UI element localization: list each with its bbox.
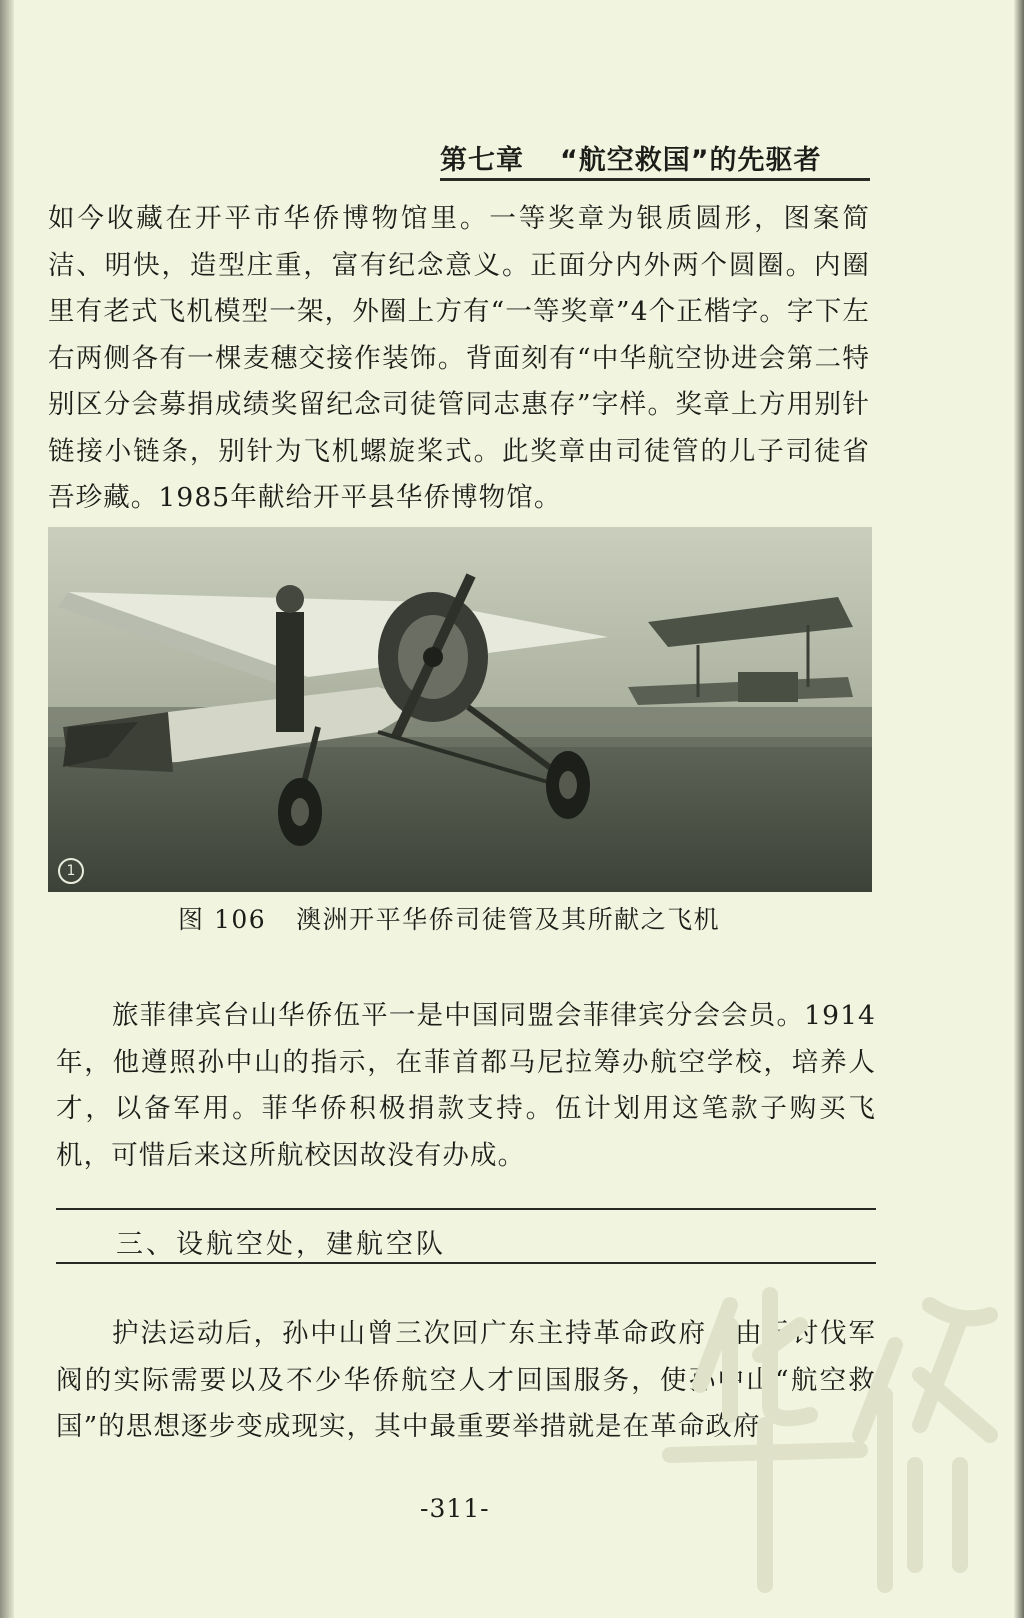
huaqiao-watermark-icon [660, 1265, 1000, 1595]
paragraph-medal-description: 如今收藏在开平市华侨博物馆里。一等奖章为银质圆形，图案简洁、明快，造型庄重，富有纪念意义。正面分内外两个圆圈。内圈里有老式飞机模型一架，外圈上方有“一等奖章”4个正楷字。字下左右两侧各有一棵麦穗交接作装饰。背面刻有“中华航空协进会第二特别区分会募捐成绩奖留纪念司徒管同志惠存”字样。奖章上方用别针链接小链条，别针为飞机螺旋桨式。此奖章由司徒管的儿子司徒省吾珍藏。1985年献给开平县华侨博物馆。 [48, 203, 870, 513]
section-heading: 三、设航空处，建航空队 [116, 1229, 446, 1260]
airplane-photo-illustration [48, 527, 872, 892]
figure-caption [178, 900, 720, 936]
page-number: -311- [420, 1494, 490, 1523]
page-edge-left [0, 0, 14, 1618]
section-rule-top [56, 1208, 876, 1210]
section-rule-bottom [56, 1262, 876, 1264]
page-edge-right [1014, 0, 1024, 1618]
running-head-rule [440, 178, 870, 181]
photo-corner-number: 1 [58, 858, 84, 884]
chapter-number: 第七章 [440, 145, 524, 176]
figure-number: 图 106 [178, 905, 267, 934]
running-head [440, 138, 870, 177]
paragraph-guangdong: 护法运动后，孙中山曾三次回广东主持革命政府，由于讨伐军阀的实际需要以及不少华侨航空人才回国服务，使孙中山“航空救国”的思想逐步变成现实，其中最重要举措就是在革命政府 [56, 1318, 876, 1442]
figure-caption-text: 澳洲开平华侨司徒管及其所献之飞机 [296, 905, 721, 934]
paragraph-philippines: 旅菲律宾台山华侨伍平一是中国同盟会菲律宾分会会员。1914年，他遵照孙中山的指示，在菲首都马尼拉筹办航空学校，培养人才，以备军用。菲华侨积极捐款支持。伍计划用这笔款子购买飞机，可惜后来这所航校因故没有办成。 [56, 1000, 876, 1171]
figure-photo-airplane [48, 527, 872, 892]
chapter-title: “航空救国”的先驱者 [560, 145, 822, 176]
